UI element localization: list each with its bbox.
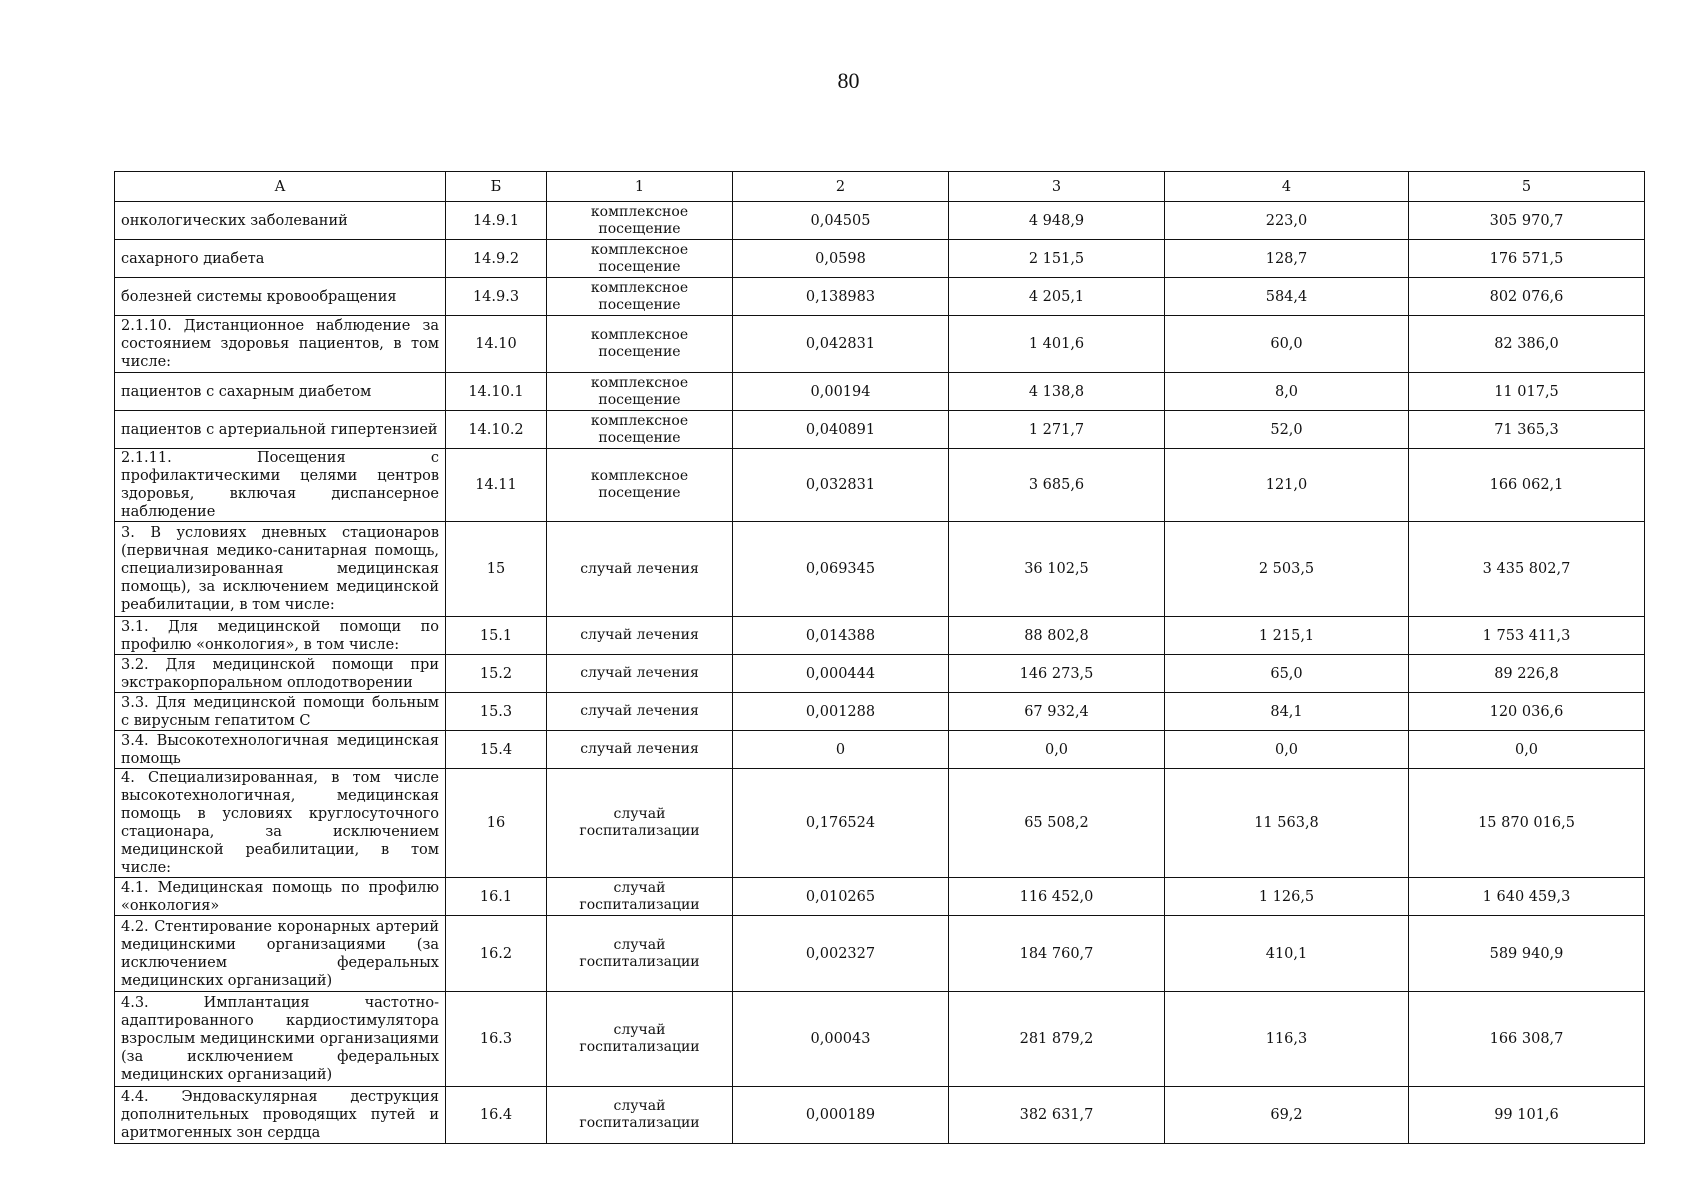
row-label-cell: 2.1.10. Дистанционное наблюдение за состоянием здоровья пациентов, в том числе: — [115, 316, 446, 373]
value-col-2-cell: 0,032831 — [733, 449, 949, 522]
value-col-4-cell: 116,3 — [1165, 992, 1409, 1087]
value-col-3-cell: 3 685,6 — [949, 449, 1165, 522]
value-col-4-cell: 223,0 — [1165, 202, 1409, 240]
table-row — [115, 1087, 1645, 1144]
row-label-cell: 3. В условиях дневных стационаров (первичная медико-санитарная помощь, специализированная медицинская помощь), за исключением медицинской реабилитации, в том числе: — [115, 522, 446, 617]
header-col-5: 5 — [1409, 172, 1645, 202]
table-row — [115, 617, 1645, 655]
value-col-3-cell: 4 948,9 — [949, 202, 1165, 240]
header-col-1: 1 — [547, 172, 733, 202]
value-col-4-cell: 8,0 — [1165, 373, 1409, 411]
value-col-5-cell: 82 386,0 — [1409, 316, 1645, 373]
unit-cell: случай госпитализации — [547, 992, 733, 1087]
value-col-2-cell: 0,069345 — [733, 522, 949, 617]
unit-cell: случай лечения — [547, 731, 733, 769]
table-row — [115, 202, 1645, 240]
row-label-cell: 4. Специализированная, в том числе высокотехнологичная, медицинская помощь в условиях круглосуточного стационара, за исключением медицинской реабилитации, в том числе: — [115, 769, 446, 878]
value-col-2-cell: 0,00194 — [733, 373, 949, 411]
header-col-a: А — [115, 172, 446, 202]
header-row — [115, 172, 1645, 202]
row-code-cell: 15.4 — [446, 731, 547, 769]
value-col-5-cell: 99 101,6 — [1409, 1087, 1645, 1144]
value-col-2-cell: 0,010265 — [733, 878, 949, 916]
value-col-3-cell: 116 452,0 — [949, 878, 1165, 916]
value-col-2-cell: 0,014388 — [733, 617, 949, 655]
unit-cell: комплексное посещение — [547, 202, 733, 240]
row-code-cell: 15 — [446, 522, 547, 617]
value-col-5-cell: 71 365,3 — [1409, 411, 1645, 449]
row-code-cell: 14.9.1 — [446, 202, 547, 240]
value-col-3-cell: 146 273,5 — [949, 655, 1165, 693]
page-number: 80 — [837, 68, 860, 93]
row-label-cell: 3.1. Для медицинской помощи по профилю «онкология», в том числе: — [115, 617, 446, 655]
value-col-2-cell: 0,00043 — [733, 992, 949, 1087]
row-label-cell: 4.4. Эндоваскулярная деструкция дополнительных проводящих путей и аритмогенных зон сердца — [115, 1087, 446, 1144]
value-col-2-cell: 0 — [733, 731, 949, 769]
unit-cell: случай лечения — [547, 693, 733, 731]
value-col-3-cell: 65 508,2 — [949, 769, 1165, 878]
row-code-cell: 14.10.2 — [446, 411, 547, 449]
value-col-4-cell: 69,2 — [1165, 1087, 1409, 1144]
row-code-cell: 14.10.1 — [446, 373, 547, 411]
row-code-cell: 14.10 — [446, 316, 547, 373]
table-row — [115, 411, 1645, 449]
value-col-4-cell: 1 126,5 — [1165, 878, 1409, 916]
value-col-5-cell: 1 640 459,3 — [1409, 878, 1645, 916]
value-col-3-cell: 1 271,7 — [949, 411, 1165, 449]
row-code-cell: 14.11 — [446, 449, 547, 522]
value-col-2-cell: 0,000189 — [733, 1087, 949, 1144]
row-label-cell: 3.3. Для медицинской помощи больным с вирусным гепатитом С — [115, 693, 446, 731]
value-col-3-cell: 88 802,8 — [949, 617, 1165, 655]
unit-cell: комплексное посещение — [547, 373, 733, 411]
row-code-cell: 14.9.2 — [446, 240, 547, 278]
table-row — [115, 373, 1645, 411]
value-col-2-cell: 0,0598 — [733, 240, 949, 278]
value-col-2-cell: 0,042831 — [733, 316, 949, 373]
row-code-cell: 14.9.3 — [446, 278, 547, 316]
row-code-cell: 15.3 — [446, 693, 547, 731]
header-col-2: 2 — [733, 172, 949, 202]
value-col-3-cell: 67 932,4 — [949, 693, 1165, 731]
unit-cell: комплексное посещение — [547, 449, 733, 522]
value-col-3-cell: 281 879,2 — [949, 992, 1165, 1087]
row-label-cell: онкологических заболеваний — [115, 202, 446, 240]
row-code-cell: 16 — [446, 769, 547, 878]
unit-cell: случай лечения — [547, 522, 733, 617]
unit-cell: комплексное посещение — [547, 278, 733, 316]
value-col-5-cell: 166 062,1 — [1409, 449, 1645, 522]
value-col-4-cell: 60,0 — [1165, 316, 1409, 373]
unit-cell: случай госпитализации — [547, 1087, 733, 1144]
value-col-5-cell: 1 753 411,3 — [1409, 617, 1645, 655]
table-row — [115, 916, 1645, 992]
value-col-4-cell: 52,0 — [1165, 411, 1409, 449]
header-col-3: 3 — [949, 172, 1165, 202]
value-col-3-cell: 2 151,5 — [949, 240, 1165, 278]
header-col-4: 4 — [1165, 172, 1409, 202]
unit-cell: комплексное посещение — [547, 240, 733, 278]
value-col-4-cell: 65,0 — [1165, 655, 1409, 693]
value-col-5-cell: 176 571,5 — [1409, 240, 1645, 278]
value-col-3-cell: 1 401,6 — [949, 316, 1165, 373]
value-col-4-cell: 128,7 — [1165, 240, 1409, 278]
value-col-4-cell: 11 563,8 — [1165, 769, 1409, 878]
unit-cell: случай лечения — [547, 617, 733, 655]
value-col-3-cell: 4 205,1 — [949, 278, 1165, 316]
value-col-2-cell: 0,138983 — [733, 278, 949, 316]
table-row — [115, 522, 1645, 617]
value-col-5-cell: 166 308,7 — [1409, 992, 1645, 1087]
row-label-cell: 3.2. Для медицинской помощи при экстракорпоральном оплодотворении — [115, 655, 446, 693]
table-row — [115, 731, 1645, 769]
value-col-3-cell: 184 760,7 — [949, 916, 1165, 992]
value-col-2-cell: 0,04505 — [733, 202, 949, 240]
row-code-cell: 16.1 — [446, 878, 547, 916]
table-row — [115, 278, 1645, 316]
value-col-3-cell: 382 631,7 — [949, 1087, 1165, 1144]
value-col-5-cell: 3 435 802,7 — [1409, 522, 1645, 617]
value-col-2-cell: 0,000444 — [733, 655, 949, 693]
value-col-5-cell: 802 076,6 — [1409, 278, 1645, 316]
value-col-2-cell: 0,176524 — [733, 769, 949, 878]
value-col-5-cell: 15 870 016,5 — [1409, 769, 1645, 878]
value-col-5-cell: 305 970,7 — [1409, 202, 1645, 240]
value-col-3-cell: 0,0 — [949, 731, 1165, 769]
table-row — [115, 449, 1645, 522]
table-row — [115, 240, 1645, 278]
table-row — [115, 693, 1645, 731]
value-col-4-cell: 1 215,1 — [1165, 617, 1409, 655]
value-col-4-cell: 121,0 — [1165, 449, 1409, 522]
row-label-cell: 4.3. Имплантация частотно-адаптированного кардиостимулятора взрослым медицинскими организациями (за исключением федеральных медицинских организаций) — [115, 992, 446, 1087]
row-label-cell: болезней системы кровообращения — [115, 278, 446, 316]
header-col-b: Б — [446, 172, 547, 202]
value-col-5-cell: 11 017,5 — [1409, 373, 1645, 411]
value-col-3-cell: 36 102,5 — [949, 522, 1165, 617]
unit-cell: случай госпитализации — [547, 916, 733, 992]
value-col-5-cell: 89 226,8 — [1409, 655, 1645, 693]
value-col-4-cell: 84,1 — [1165, 693, 1409, 731]
value-col-4-cell: 2 503,5 — [1165, 522, 1409, 617]
unit-cell: случай госпитализации — [547, 878, 733, 916]
table-row — [115, 878, 1645, 916]
unit-cell: комплексное посещение — [547, 411, 733, 449]
data-table — [114, 171, 1645, 1144]
value-col-5-cell: 0,0 — [1409, 731, 1645, 769]
value-col-5-cell: 589 940,9 — [1409, 916, 1645, 992]
table-row — [115, 769, 1645, 878]
value-col-3-cell: 4 138,8 — [949, 373, 1165, 411]
value-col-2-cell: 0,001288 — [733, 693, 949, 731]
table-row — [115, 992, 1645, 1087]
value-col-4-cell: 410,1 — [1165, 916, 1409, 992]
value-col-4-cell: 0,0 — [1165, 731, 1409, 769]
unit-cell: случай лечения — [547, 655, 733, 693]
unit-cell: случай госпитализации — [547, 769, 733, 878]
value-col-2-cell: 0,040891 — [733, 411, 949, 449]
value-col-2-cell: 0,002327 — [733, 916, 949, 992]
value-col-4-cell: 584,4 — [1165, 278, 1409, 316]
row-code-cell: 16.4 — [446, 1087, 547, 1144]
row-label-cell: сахарного диабета — [115, 240, 446, 278]
table-row — [115, 316, 1645, 373]
row-code-cell: 16.2 — [446, 916, 547, 992]
row-code-cell: 15.1 — [446, 617, 547, 655]
row-label-cell: 3.4. Высокотехнологичная медицинская помощь — [115, 731, 446, 769]
table-row — [115, 655, 1645, 693]
row-label-cell: пациентов с артериальной гипертензией — [115, 411, 446, 449]
value-col-5-cell: 120 036,6 — [1409, 693, 1645, 731]
row-code-cell: 15.2 — [446, 655, 547, 693]
unit-cell: комплексное посещение — [547, 316, 733, 373]
row-label-cell: 2.1.11. Посещения с профилактическими целями центров здоровья, включая диспансерное наблюдение — [115, 449, 446, 522]
row-label-cell: 4.2. Стентирование коронарных артерий медицинскими организациями (за исключением федеральных медицинских организаций) — [115, 916, 446, 992]
row-code-cell: 16.3 — [446, 992, 547, 1087]
row-label-cell: пациентов с сахарным диабетом — [115, 373, 446, 411]
row-label-cell: 4.1. Медицинская помощь по профилю «онкология» — [115, 878, 446, 916]
